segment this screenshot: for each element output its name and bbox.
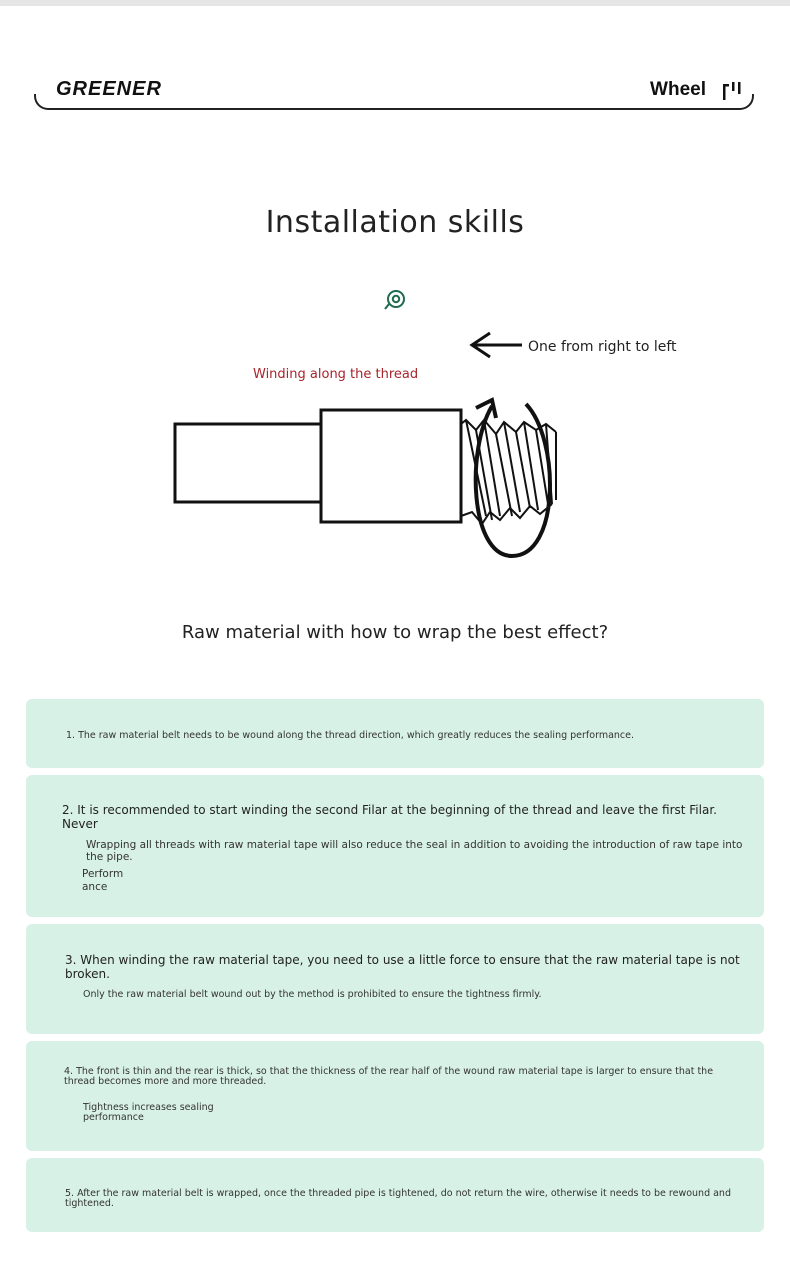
tip-2-tail-b: ance — [82, 881, 108, 893]
page-title: Installation skills — [265, 205, 525, 240]
tip-2-tail-a: Perform — [82, 868, 124, 880]
winding-label: Winding along the thread — [253, 367, 419, 382]
tip-card-1 — [26, 699, 764, 768]
page-header — [34, 70, 756, 112]
winding-diagram — [0, 320, 790, 580]
tip-card-2 — [26, 775, 764, 917]
tip-4-note-b: performance — [83, 1112, 144, 1123]
left-arrow-icon — [472, 333, 522, 357]
tape-spool-icon — [383, 288, 407, 312]
tip-4-note-a: Tightness increases sealing — [83, 1102, 214, 1113]
tip-card-5 — [26, 1158, 764, 1232]
tip-2-note: Wrapping all threads with raw material tape will also reduce the seal in addition to avoiding the introduction of raw tape into the pipe. — [86, 839, 743, 863]
section-question: Raw material with how to wrap the best effect? — [181, 622, 609, 643]
tip-3-text: 3. When winding the raw material tape, you need to use a little force to ensure that the raw material tape is not broken. — [65, 953, 740, 981]
wheel-mark-icon — [722, 80, 744, 102]
product-name: Wheel — [650, 79, 706, 100]
top-strip — [0, 0, 790, 6]
fitting-nut — [321, 410, 461, 522]
tip-card-3 — [26, 924, 764, 1034]
tip-1-text: 1. The raw material belt needs to be wound along the thread direction, which greatly reduces the sealing performance. — [66, 730, 635, 741]
tip-5-text: 5. After the raw material belt is wrapped, once the threaded pipe is tightened, do not return the wire, otherwise it needs to be rewound and tightened. — [65, 1188, 731, 1209]
tip-card-4 — [26, 1041, 764, 1151]
brand-logo: GREENER — [56, 78, 162, 100]
tip-4-text: 4. The front is thin and the rear is thick, so that the thickness of the rear half of the wound raw material tape is larger to ensure that the thread becomes more and more threaded. — [64, 1066, 714, 1087]
tip-2-text: 2. It is recommended to start winding the second Filar at the beginning of the thread and leave the first Filar. Never — [62, 803, 717, 831]
tip-3-note: Only the raw material belt wound out by the method is prohibited to ensure the tightness firmly. — [83, 989, 542, 1000]
pipe-body — [175, 424, 323, 502]
direction-label: One from right to left — [528, 339, 677, 355]
